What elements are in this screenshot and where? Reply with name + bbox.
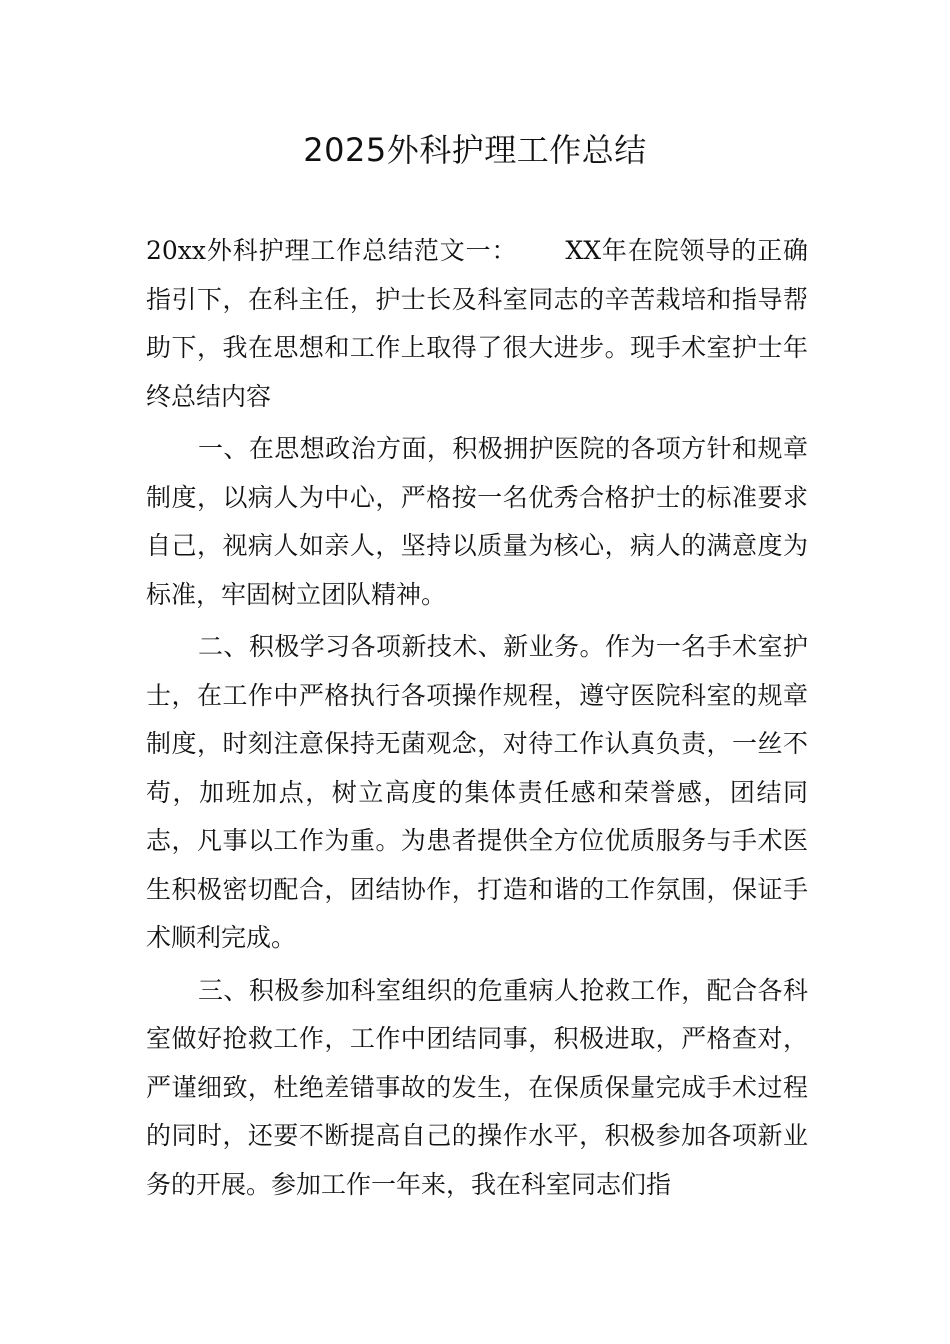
intro-label: 20xx外科护理工作总结范文一： xyxy=(146,236,518,265)
document-title: 2025外科护理工作总结 xyxy=(303,131,647,169)
intro-paragraph xyxy=(146,227,808,421)
paragraph-1: 一、在思想政治方面，积极拥护医院的各项方针和规章制度，以病人为中心，严格按一名优秀合格护士的标准要求自己，视病人如亲人，坚持以质量为核心，病人的满意度为标准，牢固树立团队精神。 xyxy=(146,434,808,609)
document-body xyxy=(146,227,808,1213)
paragraph-2: 二、积极学习各项新技术、新业务。作为一名手术室护士，在工作中严格执行各项操作规程，遵守医院科室的规章制度，时刻注意保持无菌观念，对待工作认真负责，一丝不苟，加班加点，树立高度的集体责任感和荣誉感，团结同志，凡事以工作为重。为患者提供全方位优质服务与手术医生积极密切配合，团结协作，打造和谐的工作氛围，保证手术顺利完成。 xyxy=(146,632,808,952)
intro-text: XX年在院领导的正确指引下，在科主任，护士长及科室同志的辛苦栽培和指导帮助下，我在思想和工作上取得了很大进步。现手术室护士年终总结内容 xyxy=(146,236,808,411)
paragraph-3: 三、积极参加科室组织的危重病人抢救工作，配合各科室做好抢救工作，工作中团结同事，积极进取，严格查对，严谨细致，杜绝差错事故的发生，在保质保量完成手术过程的同时，还要不断提高自己的操作水平，积极参加各项新业务的开展。参加工作一年来，我在科室同志们指 xyxy=(146,975,808,1199)
